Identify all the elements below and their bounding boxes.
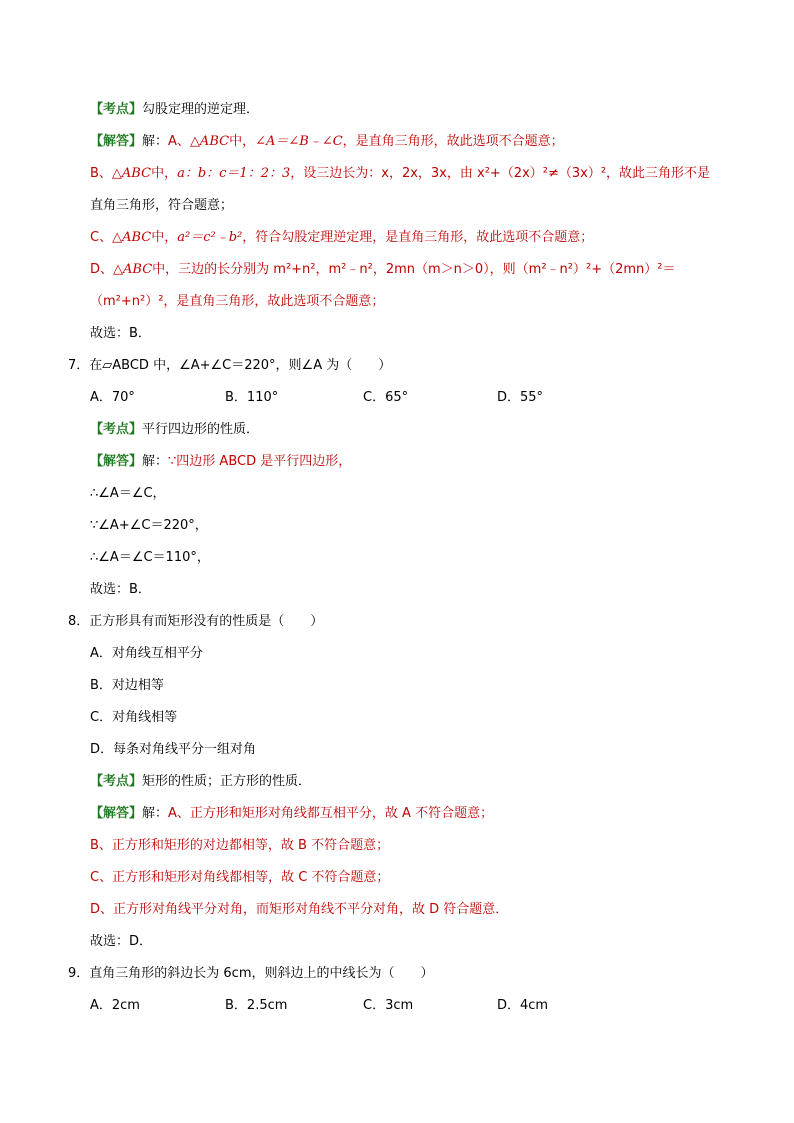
kaodian-tag: 【考点】 (90, 422, 143, 437)
kaodian-tag: 【考点】 (90, 102, 143, 117)
q8-answer: 故选：D． (90, 934, 153, 949)
q6-d-line2: （m²+n²）²，是直角三角形，故此选项不合题意； (90, 294, 385, 309)
q6-b-zhong: 中， (151, 166, 178, 181)
q7-jieda-line (90, 452, 351, 472)
q6-c-zhong: 中， (151, 230, 178, 245)
q7-kaodian-line (90, 420, 259, 440)
q8-kaodian-text: 矩形的性质；正方形的性质． (142, 774, 312, 789)
q8-stem: 8．正方形具有而矩形没有的性质是（ ） (68, 614, 324, 629)
q6-answer: 故选：B． (90, 326, 151, 341)
q6-b-line1 (90, 164, 710, 184)
q6-jie: 解： (142, 134, 169, 149)
q6-kaodian-line (90, 100, 259, 120)
q6-b-tri: △ABC (111, 166, 152, 181)
jieda-tag: 【解答】 (90, 454, 143, 469)
q6-c-eq: a²＝c²﹣b² (177, 230, 243, 245)
q7-option-c: C．65° (363, 390, 409, 405)
q7-step1: ∵四边形 ABCD 是平行四边形， (168, 454, 352, 469)
q8-option-b: B．对边相等 (90, 678, 164, 693)
q7-option-d: D．55° (497, 390, 544, 405)
q6-a-rest: ，是直角三角形，故此选项不合题意； (342, 134, 564, 149)
q8-jie: 解： (142, 806, 169, 821)
q8-option-c: C．对角线相等 (90, 710, 178, 725)
q8-option-a: A．对角线互相平分 (90, 646, 203, 661)
q8-d: D、正方形对角线平分对角，而矩形对角线不平分对角，故 D 符合题意． (90, 902, 509, 917)
q7-option-a: A．70° (90, 390, 135, 405)
jieda-tag: 【解答】 (90, 134, 143, 149)
q6-b-line2: 直角三角形，符合题意； (90, 198, 234, 213)
q6-a-label: A、 (168, 134, 190, 149)
q7-step4: ∴∠A＝∠C＝110°， (90, 550, 210, 565)
q6-a-cond: ∠A＝∠B﹣∠C (255, 134, 343, 149)
q7-answer: 故选：B． (90, 582, 151, 597)
q6-b-label: B、 (90, 166, 112, 181)
kaodian-tag: 【考点】 (90, 774, 143, 789)
q6-c-rest: ，符合勾股定理逆定理，是直角三角形，故此选项不合题意； (242, 230, 594, 245)
q6-c-tri: △ABC (112, 230, 152, 245)
q6-c-line (90, 228, 593, 248)
q6-d-tri: △ABC (113, 262, 153, 277)
q8-c: C、正方形和矩形对角线都相等，故 C 不符合题意； (90, 870, 390, 885)
q6-d-line1 (90, 260, 676, 280)
q7-step3: ∵∠A+∠C＝220°， (90, 518, 208, 533)
q9-option-c: C．3cm (363, 998, 414, 1013)
q6-jieda-line (90, 132, 564, 152)
q9-option-a: A．2cm (90, 998, 140, 1013)
q6-a-zhong: 中， (229, 134, 256, 149)
q6-b-ratio: a：b：c＝1：2：3 (177, 166, 291, 181)
q6-kaodian-text: 勾股定理的逆定理． (142, 102, 260, 117)
q7-step2: ∴∠A＝∠C， (90, 486, 166, 501)
q8-a: A、正方形和矩形对角线都互相平分，故 A 不符合题意； (168, 806, 494, 821)
q7-option-b: B．110° (225, 390, 279, 405)
q6-b-text: ，设三边长为：x，2x，3x，由 x²+（2x）²≠（3x）²，故此三角形不是 (290, 166, 711, 181)
q8-option-d: D．每条对角线平分一组对角 (90, 742, 257, 757)
q8-kaodian-line (90, 772, 311, 792)
q6-c-label: C、 (90, 230, 113, 245)
q9-stem: 9．直角三角形的斜边长为 6cm，则斜边上的中线长为（ ） (68, 966, 434, 981)
jieda-tag: 【解答】 (90, 806, 143, 821)
q6-a-tri: △ABC (189, 134, 230, 149)
q9-option-d: D．4cm (497, 998, 549, 1013)
q8-jieda-line (90, 804, 493, 824)
q6-d-text: 中，三边的长分别为 m²+n²，m²﹣n²，2mn（m＞n＞0），则（m²﹣n²）²+（2mn）²＝ (152, 262, 676, 277)
q8-b: B、正方形和矩形的对边都相等，故 B 不符合题意； (90, 838, 390, 853)
q9-option-b: B．2.5cm (225, 998, 288, 1013)
q7-stem: 7．在▱ABCD 中，∠A+∠C＝220°，则∠A 为（ ） (68, 358, 392, 373)
q7-jie: 解： (142, 454, 169, 469)
q6-d-label: D、 (90, 262, 114, 277)
q7-kaodian-text: 平行四边形的性质． (142, 422, 260, 437)
